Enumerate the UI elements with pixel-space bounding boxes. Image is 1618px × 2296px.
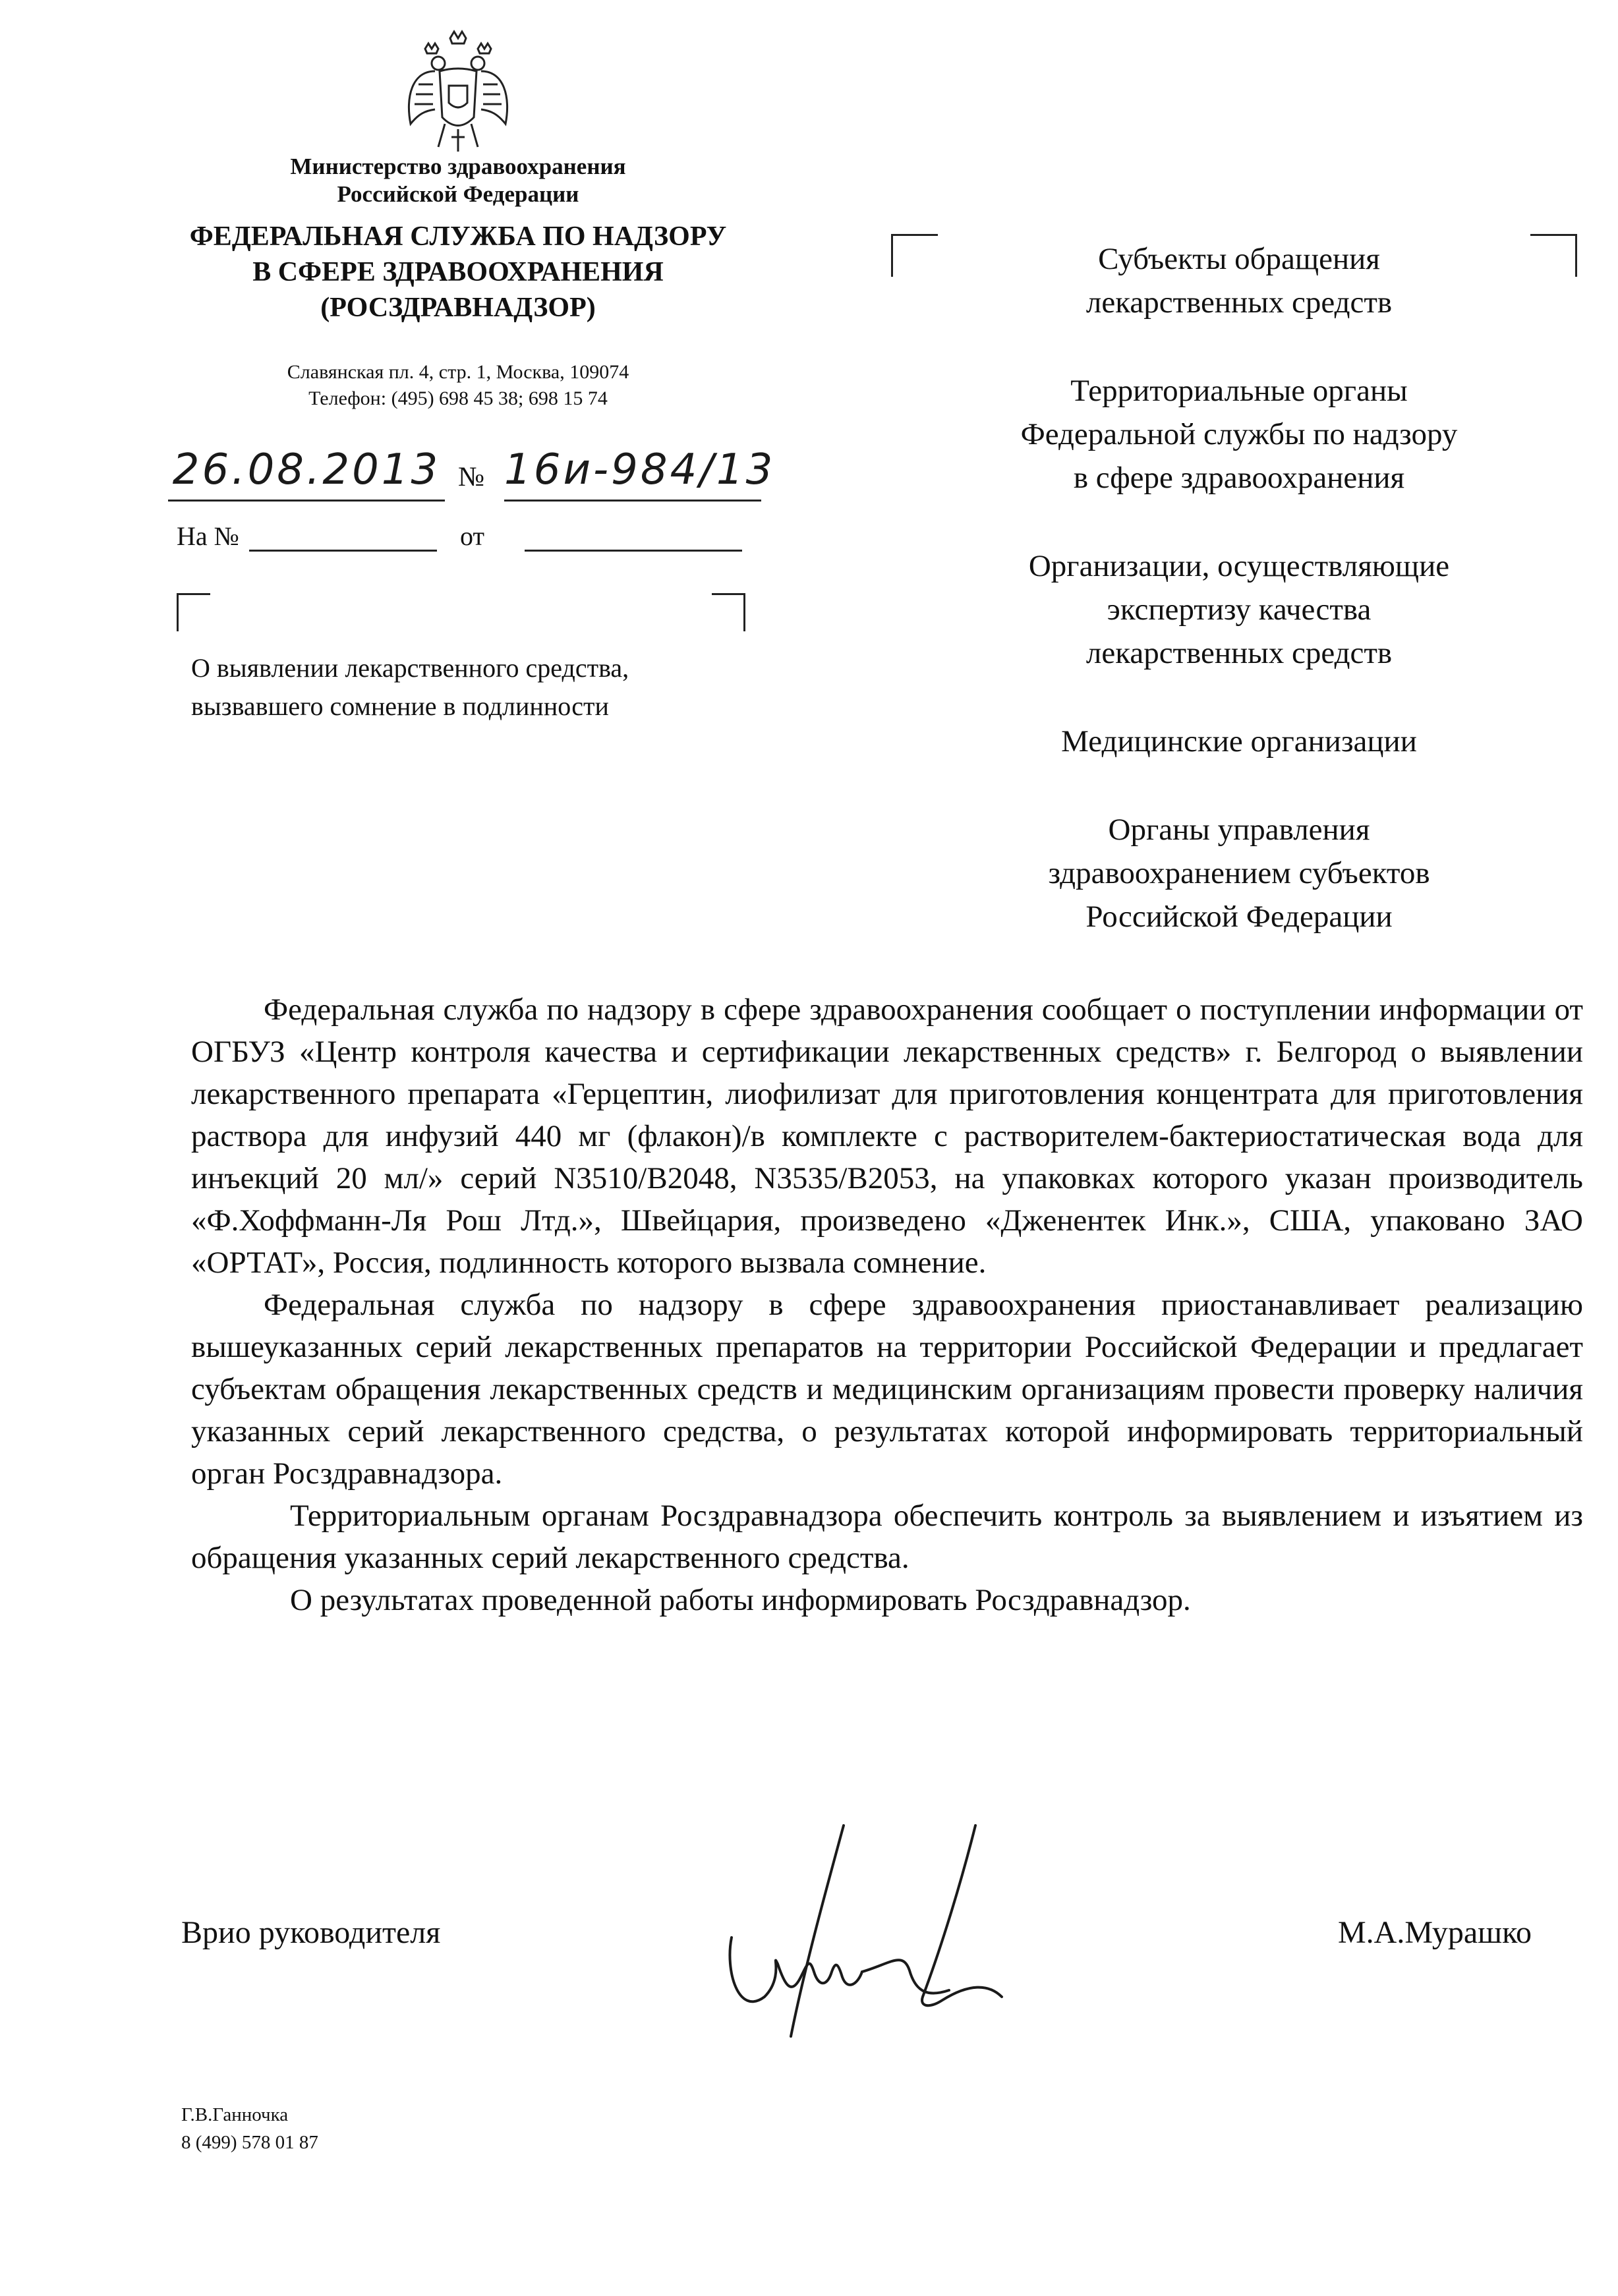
body-paragraph: Федеральная служба по надзору в сфере здравоохранения приостанавливает реализацию вышеуказанных серий лекарственных препаратов на территории Российской Федерации и предлагает субъектам обращения лекарственных средств и медицинским организациям провести проверку наличия указанных серий лекарственного средства, о результатах которой информировать территориальный орган Росздравнадзора. — [191, 1288, 1583, 1491]
recipient-line: лекарственных средств — [1085, 636, 1393, 670]
service-line-3: (РОСЗДРАВНАДЗОР) — [320, 293, 596, 323]
signatory-position: Врио руководителя — [181, 1915, 441, 1950]
reference-date-label: от — [460, 521, 484, 551]
ministry-line-2: Российской Федерации — [337, 181, 579, 207]
recipient-block — [949, 808, 1529, 938]
recipients-corner-top-left — [891, 234, 938, 277]
executor-name: Г.В.Ганночка — [181, 2104, 289, 2125]
recipient-line: Организации, осуществляющие — [1028, 549, 1450, 583]
recipient-block — [949, 369, 1529, 500]
subject-corner-top-left — [177, 593, 210, 631]
recipient-line: Федеральной службы по надзору — [1020, 417, 1458, 451]
recipient-line: здравоохранением субъектов — [1048, 856, 1430, 890]
body-paragraph: Федеральная служба по надзору в сфере здравоохранения сообщает о поступлении информации от ОГБУЗ «Центр контроля качества и сертификации лекарственных средств» г. Белгород о выявлении лекарственного препарата «Герцептин, лиофилизат для приготовления концентрата для приготовления раствора для инфузий 440 мг (флакон)/в комплекте с растворителем-бактериостатическая вода для инъекций 20 мл/» серий N3510/B2048, N3535/B2053, на упаковках которого указан производитель «Ф.Хоффманн-Ля Рош Лтд.», Швейцария, произведено «Дженентек Инк.», США, упаковано ЗАО «ОРТАТ», Россия, подлинность которого вызвала сомнение. — [191, 992, 1583, 1280]
recipients-list — [949, 237, 1529, 983]
recipient-block — [949, 237, 1529, 324]
handwritten-signature-icon — [692, 1799, 1035, 2050]
sender-phone: Телефон: (495) 698 45 38; 698 15 74 — [308, 387, 608, 409]
reference-date-blank — [525, 550, 742, 552]
subject-corner-top-right — [712, 593, 745, 631]
recipient-line: Медицинские организации — [1061, 724, 1417, 759]
coat-of-arms-emblem-icon — [399, 25, 517, 157]
recipient-block — [949, 544, 1529, 675]
reference-number-blank — [249, 550, 437, 552]
executor-info — [181, 2101, 318, 2156]
signatory-name: М.А.Мурашко — [1338, 1915, 1532, 1950]
registration-number-sign: № — [458, 462, 485, 492]
reference-line — [177, 521, 743, 560]
subject-line-1: О выявлении лекарственного средства, — [191, 653, 629, 683]
recipient-line: Субъекты обращения — [1098, 242, 1380, 276]
recipient-line: Российской Федерации — [1085, 900, 1393, 934]
subject-line-2: вызвавшего сомнение в подлинности — [191, 691, 609, 721]
body-paragraph: Территориальным органам Росздравнадзора обеспечить контроль за выявлением и изъятием из обращения указанных серий лекарственного средства. — [191, 1499, 1583, 1575]
ministry-line-1: Министерство здравоохранения — [290, 154, 626, 179]
registration-line — [168, 442, 776, 507]
recipient-line: в сфере здравоохранения — [1073, 461, 1405, 495]
ministry-name — [198, 153, 718, 208]
body-paragraph: О результатах проведенной работы информировать Росздравнадзор. — [290, 1583, 1191, 1617]
recipients-corner-top-right — [1530, 234, 1577, 277]
service-line-2: В СФЕРЕ ЗДРАВООХРАНЕНИЯ — [252, 257, 664, 287]
service-line-1: ФЕДЕРАЛЬНАЯ СЛУЖБА ПО НАДЗОРУ — [189, 221, 727, 252]
registration-number-underline — [504, 500, 761, 502]
sender-address: Славянская пл. 4, стр. 1, Москва, 109074 — [287, 361, 629, 383]
recipient-line: экспертизу качества — [1107, 592, 1372, 627]
recipient-line: Органы управления — [1108, 813, 1370, 847]
registration-date-underline — [168, 500, 445, 502]
letter-body — [191, 989, 1583, 1621]
service-name — [168, 219, 748, 326]
registration-date: 26.08.2013 — [172, 445, 441, 494]
recipient-block — [949, 720, 1529, 763]
sender-contacts — [198, 359, 718, 412]
registration-number: 16и-984/13 — [504, 445, 776, 494]
recipient-line: лекарственных средств — [1085, 285, 1393, 320]
letter-subject — [191, 649, 758, 726]
recipient-line: Территориальные органы — [1070, 374, 1408, 408]
executor-phone: 8 (499) 578 01 87 — [181, 2132, 318, 2153]
reference-number-label: На № — [177, 521, 239, 551]
